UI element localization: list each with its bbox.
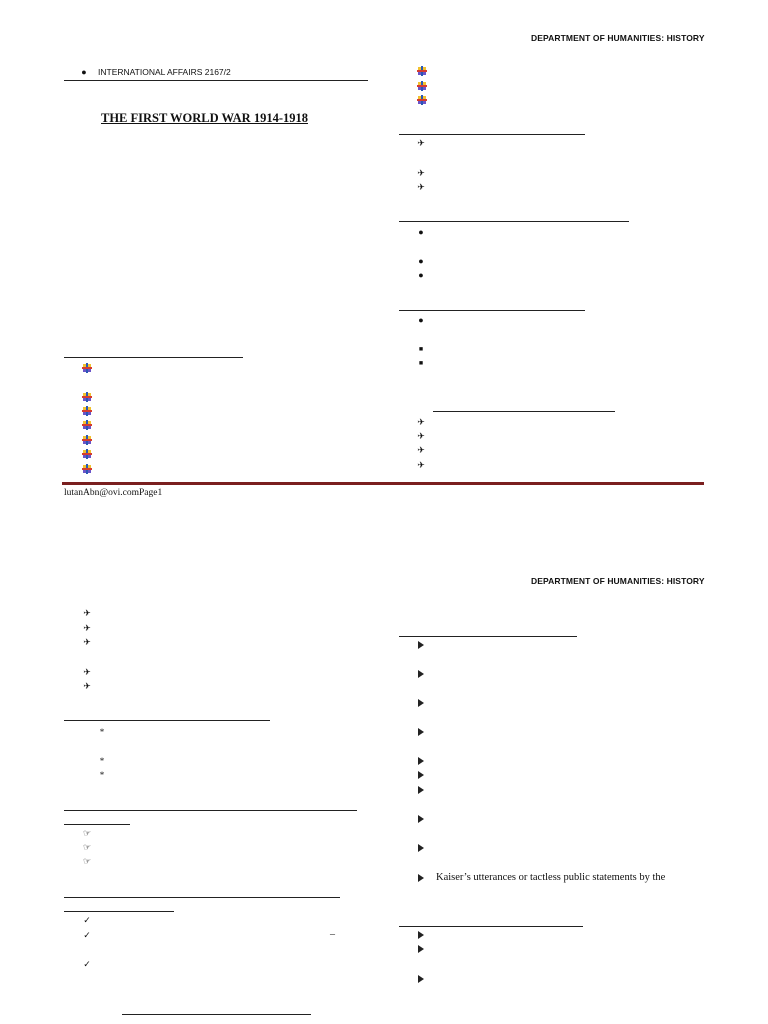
flag-bullet-icon [82, 406, 92, 416]
triangle-arrow-icon [418, 728, 424, 736]
section-heading-rule [399, 221, 629, 222]
triangle-arrow-icon [418, 874, 424, 882]
triangle-arrow-icon [418, 931, 424, 939]
arrow-icon: ✈ [83, 623, 91, 633]
arrow-icon: ✈ [83, 608, 91, 618]
triangle-arrow-icon [418, 641, 424, 649]
bullet-icon: ● [418, 227, 424, 237]
document-title: THE FIRST WORLD WAR 1914-1918 [101, 111, 308, 125]
flag-bullet-icon [82, 363, 92, 373]
section-heading-rule [433, 411, 615, 412]
bullet-icon: ● [418, 315, 424, 325]
page-footer: lutanAbn@ovi.comPage1 [64, 488, 163, 498]
flag-bullet-icon [417, 81, 427, 91]
section-heading-rule [122, 1014, 311, 1015]
section-heading-rule [64, 810, 357, 811]
course-rule [64, 80, 368, 81]
triangle-arrow-icon [418, 786, 424, 794]
section-heading-rule [64, 911, 174, 912]
arrow-icon: ✈ [83, 637, 91, 647]
arrow-icon: ✈ [417, 138, 425, 148]
department-header: DEPARTMENT OF HUMANITIES: HISTORY [531, 33, 705, 43]
triangle-arrow-icon [418, 945, 424, 953]
page-separator [62, 482, 704, 485]
square-bullet-icon: ■ [418, 345, 424, 353]
arrow-icon: ✈ [417, 168, 425, 178]
triangle-arrow-icon [418, 844, 424, 852]
check-icon: ✓ [83, 959, 91, 969]
dash-mark: – [330, 929, 335, 940]
arrow-icon: ✈ [83, 681, 91, 691]
arrow-icon: ✈ [417, 431, 425, 441]
course-code: INTERNATIONAL AFFAIRS 2167/2 [98, 67, 231, 77]
flag-bullet-icon [82, 449, 92, 459]
section-heading-rule [64, 720, 270, 721]
section-heading-rule [64, 357, 243, 358]
bullet-icon: ● [418, 270, 424, 280]
triangle-arrow-icon [418, 757, 424, 765]
section-heading-rule [399, 134, 585, 135]
bullet-icon: ● [418, 256, 424, 266]
arrow-icon: ✈ [417, 182, 425, 192]
check-icon: ✓ [83, 930, 91, 940]
section-heading-rule [399, 310, 585, 311]
asterisk-icon: * [99, 756, 105, 766]
square-bullet-icon: ■ [418, 359, 424, 367]
section-heading-rule [399, 926, 583, 927]
flag-bullet-icon [82, 464, 92, 474]
kaiser-point-text: Kaiser’s utterances or tactless public statements by the [436, 872, 666, 883]
flag-bullet-icon [82, 435, 92, 445]
bullet-icon: ● [81, 67, 87, 77]
section-heading-rule [64, 824, 130, 825]
flag-bullet-icon [417, 66, 427, 76]
section-heading-rule [64, 897, 340, 898]
department-header: DEPARTMENT OF HUMANITIES: HISTORY [531, 576, 705, 586]
pointing-hand-icon: ☞ [82, 828, 92, 838]
arrow-icon: ✈ [417, 417, 425, 427]
pointing-hand-icon: ☞ [82, 856, 92, 866]
triangle-arrow-icon [418, 670, 424, 678]
arrow-icon: ✈ [417, 445, 425, 455]
arrow-icon: ✈ [83, 667, 91, 677]
flag-bullet-icon [82, 420, 92, 430]
arrow-icon: ✈ [417, 460, 425, 470]
flag-bullet-icon [82, 392, 92, 402]
section-heading-rule [399, 636, 577, 637]
flag-bullet-icon [417, 95, 427, 105]
pointing-hand-icon: ☞ [82, 842, 92, 852]
asterisk-icon: * [99, 770, 105, 780]
triangle-arrow-icon [418, 771, 424, 779]
triangle-arrow-icon [418, 815, 424, 823]
triangle-arrow-icon [418, 699, 424, 707]
triangle-arrow-icon [418, 975, 424, 983]
check-icon: ✓ [83, 915, 91, 925]
asterisk-icon: * [99, 727, 105, 737]
